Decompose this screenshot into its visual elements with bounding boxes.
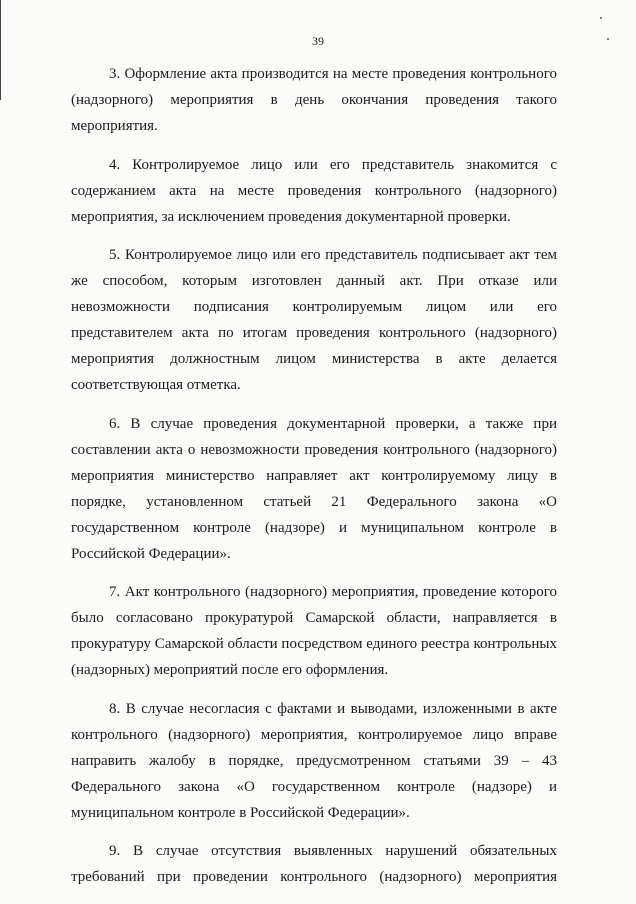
paragraph-7: 7. Акт контрольного (надзорного) мероприятия, проведение которого было согласовано прокуратурой Самарской области, направляется в прокуратуру Самарской области посредством единого реестра контрольных (надзорных) мероприятий после его оформления.	[71, 584, 557, 678]
paragraph-9: 9. В случае отсутствия выявленных нарушений обязательных требований при проведении контрольного (надзорного) мероприятия	[71, 843, 557, 885]
paragraph-4: 4. Контролируемое лицо или его представитель знакомится с содержанием акта на месте проведения контрольного (надзорного) мероприятия, за исключением проведения документарной проверки.	[71, 156, 557, 225]
page-number: 39	[312, 34, 324, 48]
scan-speck	[600, 17, 602, 19]
scan-edge-mark	[0, 0, 1, 100]
paragraph-6: 6. В случае проведения документарной проверки, а также при составлении акта о невозможности проведения контрольного (надзорного) мероприятия министерство направляет акт контролируемому лицу в порядке, установленном статьей 21 Федерального закона «О государственном контроле (надзоре) и муниципальном контроле в Российской Федерации».	[71, 415, 557, 562]
paragraph-3: 3. Оформление акта производится на месте проведения контрольного (надзорного) мероприятия в день окончания проведения такого мероприятия.	[71, 66, 557, 134]
paragraph-5: 5. Контролируемое лицо или его представитель подписывает акт тем же способом, которым изготовлен данный акт. При отказе или невозможности подписания контролируемым лицом или его представителем акта по итогам проведения контрольного (надзорного) мероприятия должностным лицом министерства в акте делается соответствующая отметка.	[71, 247, 557, 393]
document-body	[71, 61, 557, 890]
paragraph-8: 8. В случае несогласия с фактами и выводами, изложенными в акте контрольного (надзорного) мероприятия, контролируемое лицо вправе направить жалобу в порядке, предусмотренном статьями 39 – 43 Федерального закона «О государственном контроле (надзоре) и муниципальном контроле в Российской Федерации».	[71, 700, 557, 821]
